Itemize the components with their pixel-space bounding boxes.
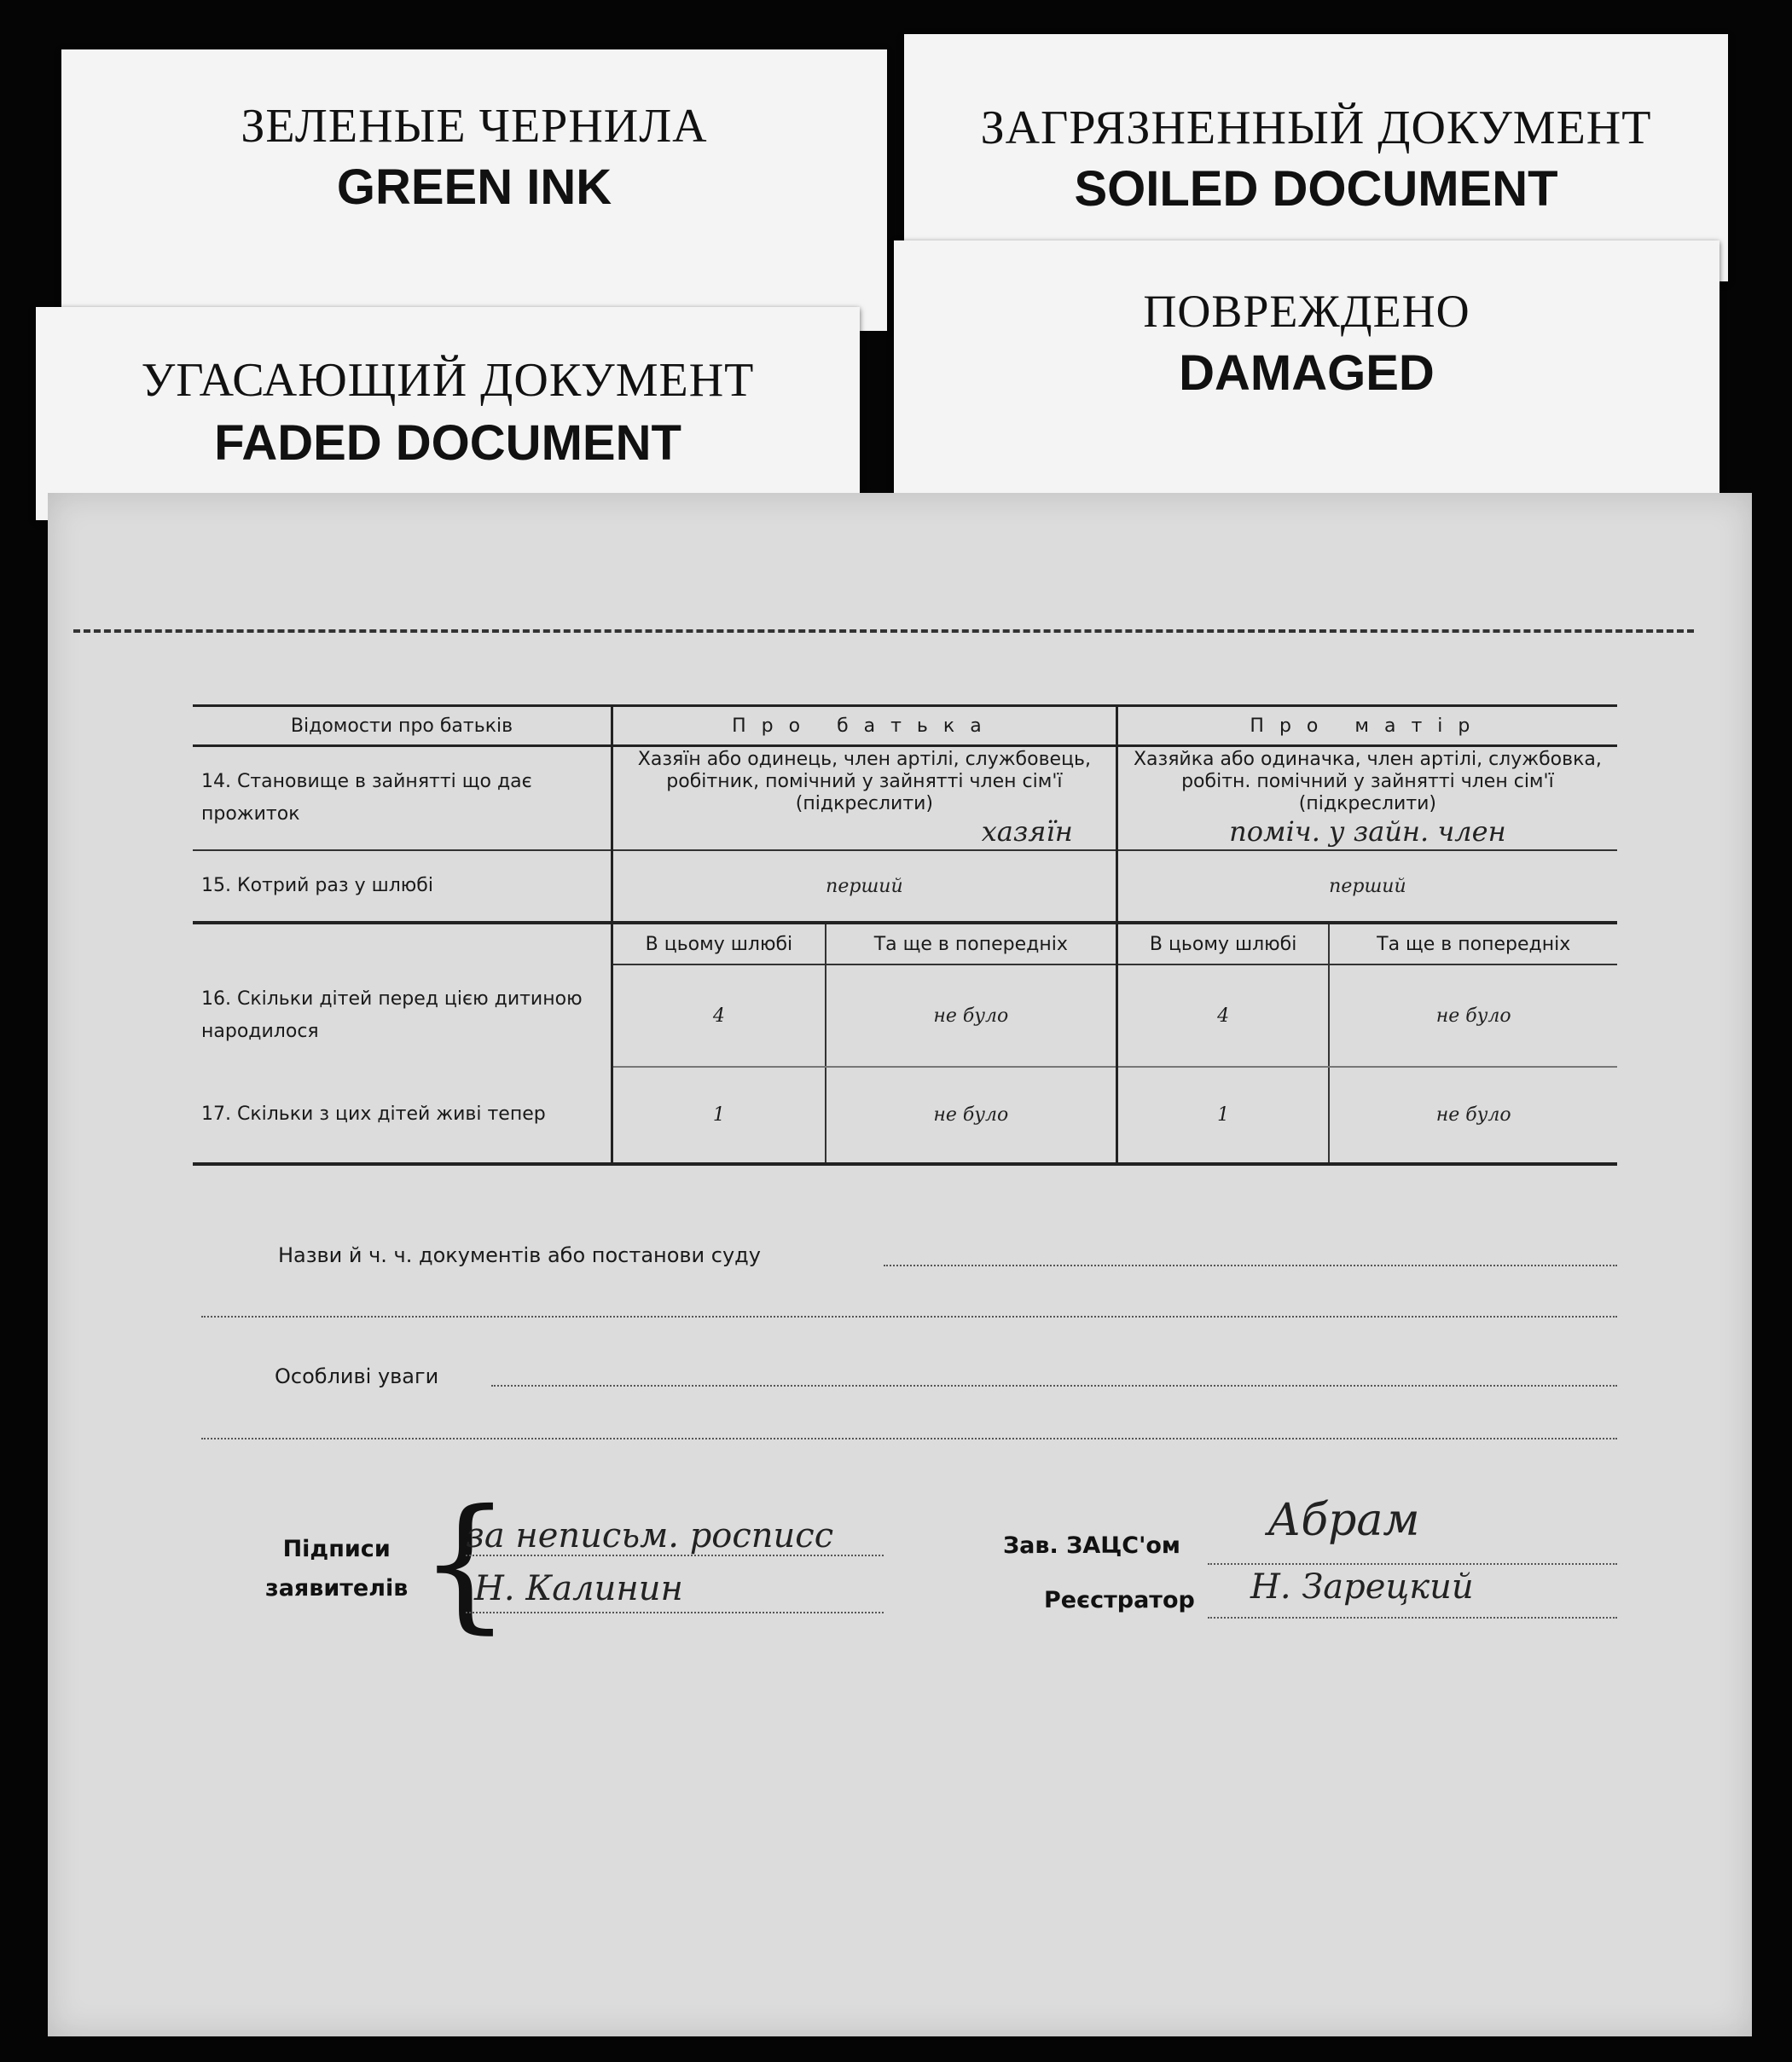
q17-row [193,1067,1617,1164]
signatures-label-line-1: Підписи [282,1536,391,1562]
registrar-signature-line [1208,1617,1617,1619]
head-signature-line [1208,1563,1617,1565]
registry-form-sheet [48,493,1752,2036]
parents-info-table [193,704,1617,1166]
applicant-signature-1: за неписьм. росписс [466,1516,834,1555]
header-father-text: Про батька [732,715,997,737]
documents-dotted-line-2 [201,1316,1617,1318]
signatures-label-line-2: заявителів [265,1575,409,1602]
q15-mother-handwritten: перший [1116,850,1617,923]
documents-dotted-line [884,1265,1617,1266]
q16-mother-prev: не було [1329,964,1617,1067]
header-mother [1116,706,1617,746]
q14-mother-options: Хазяйка або одиначка, член артілі, службовка, робітн. помічний у зайнятті член сім'ї (підкреслити) [1133,749,1602,814]
signature-brace: { [419,1479,512,1648]
mother-this-marriage-header: В цьому шлюбі [1116,923,1329,964]
q14-label: 14. Становище в зайнятті що дає прожиток [193,746,612,851]
sub-header-row [193,923,1617,964]
remarks-label: Особливі уваги [275,1364,439,1388]
head-signature: Абрам [1267,1495,1420,1546]
q17-mother-this: 1 [1116,1067,1329,1164]
green-ink-card [61,49,887,331]
faded-document-card [36,307,860,520]
q14-mother-handwritten: поміч. у зайн. член [1229,815,1506,848]
header-parents-info: Відомости про батьків [193,706,612,746]
applicant-signature-2: Н. Калинин [474,1569,683,1608]
applicants-signature-label [265,1530,408,1608]
mother-previous-header: Та ще в попередніх [1329,923,1617,964]
perforation-line [73,629,1694,633]
documents-label: Назви й ч. ч. документів або постанови суду [278,1243,761,1267]
q15-father-handwritten: перший [612,850,1117,923]
q15-row [193,850,1617,923]
q16-row [193,964,1617,1067]
registrar-signature: Н. Зарецкий [1250,1567,1474,1607]
q14-father-cell [612,746,1117,851]
remarks-dotted-line-2 [201,1438,1617,1439]
q17-father-prev: не було [826,1067,1116,1164]
father-this-marriage-header: В цьому шлюбі [612,923,826,964]
q16-label: 16. Скільки дітей перед цією дитиною народилося [193,964,612,1067]
q14-father-options: Хазяїн або одинець, член артілі, службовець, робітник, помічний у зайнятті член сім'ї (підкреслити) [637,749,1092,814]
applicant-signature-line-1 [466,1555,884,1556]
father-previous-header: Та ще в попередніх [826,923,1116,964]
registrar-label: Реєстратор [1044,1587,1195,1613]
q17-mother-prev: не було [1329,1067,1617,1164]
q16-mother-this: 4 [1116,964,1329,1067]
damaged-card [894,240,1720,513]
damaged-ru: ПОВРЕЖДЕНО [1143,286,1470,337]
table-header-row [193,706,1617,746]
remarks-dotted-line [491,1385,1617,1387]
faded-document-en: FADED DOCUMENT [214,415,681,471]
green-ink-en: GREEN INK [336,159,612,215]
green-ink-ru: ЗЕЛЕНЫЕ ЧЕРНИЛА [241,100,708,153]
faded-document-ru: УГАСАЮЩИЙ ДОКУМЕНТ [141,354,755,407]
q14-mother-cell [1116,746,1617,851]
q17-label: 17. Скільки з цих дітей живі тепер [193,1067,612,1164]
q16-father-prev: не було [826,964,1116,1067]
applicant-signature-line-2 [466,1612,884,1613]
damaged-en: DAMAGED [1179,345,1435,401]
sub-header-blank [193,923,612,964]
q14-father-handwritten: хазяїн [981,815,1073,848]
soiled-document-en: SOILED DOCUMENT [1074,161,1558,217]
soiled-document-ru: ЗАГРЯЗНЕННЫЙ ДОКУМЕНТ [980,101,1652,154]
q17-father-this: 1 [612,1067,826,1164]
header-mother-text: Про матір [1250,715,1486,737]
q16-father-this: 4 [612,964,826,1067]
q14-row [193,746,1617,851]
q15-label: 15. Котрий раз у шлюбі [193,850,612,923]
head-of-registry-label: Зав. ЗАЦС'ом [1003,1532,1180,1559]
header-father [612,706,1117,746]
